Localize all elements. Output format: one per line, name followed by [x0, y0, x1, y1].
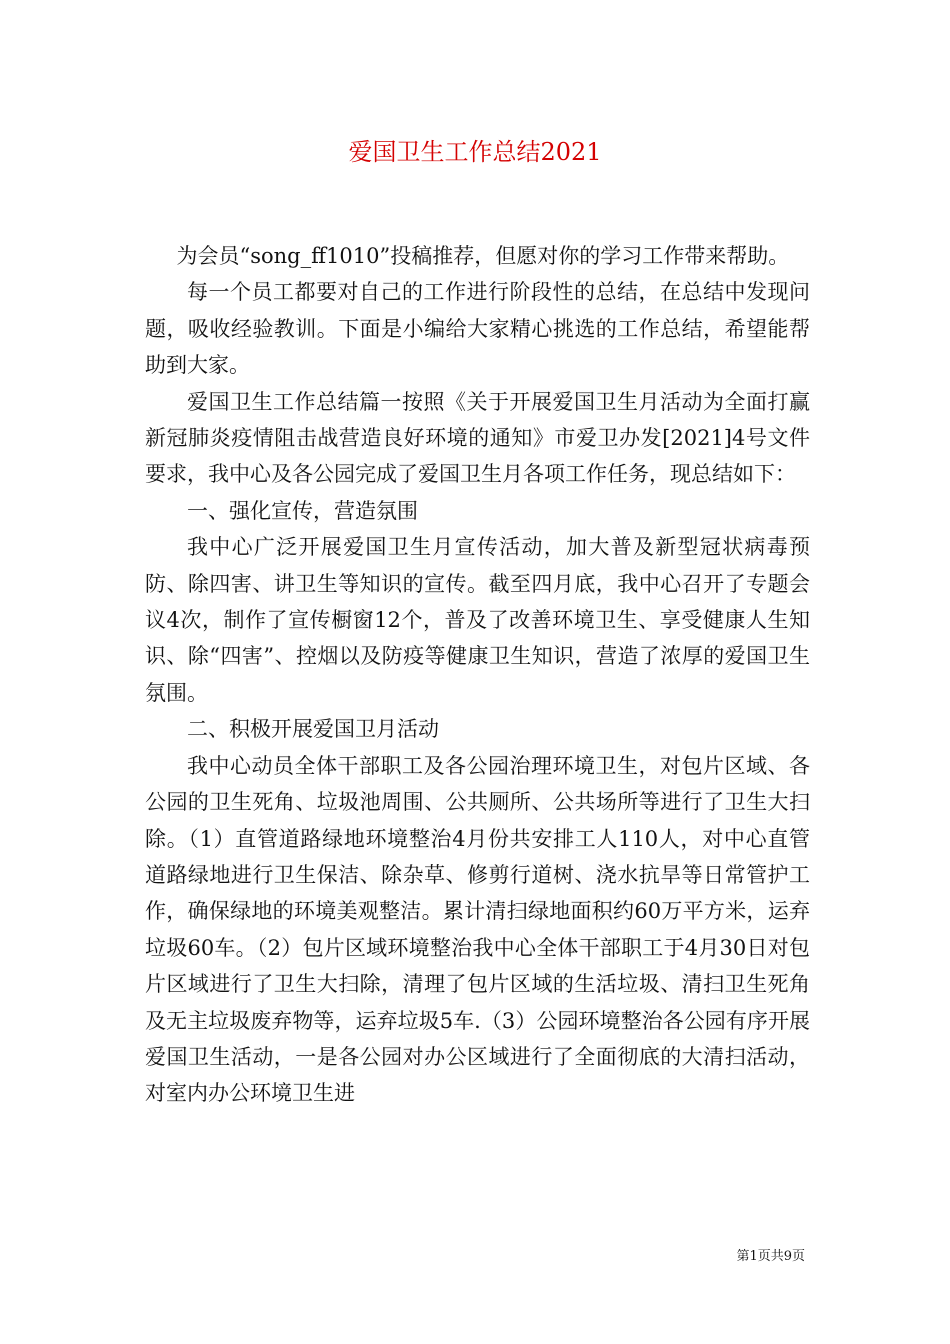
paragraph-intro: 为会员“song_ff1010”投稿推荐，但愿对你的学习工作带来帮助。 [176, 244, 790, 268]
paragraph-preface: 每一个员工都要对自己的工作进行阶段性的总结，在总结中发现问题，吸收经验教训。下面是小编给大家精心挑选的工作总结，希望能帮助到大家。 [145, 280, 810, 378]
paragraph-opening: 爱国卫生工作总结篇一按照《关于开展爱国卫生月活动为全面打赢新冠肺炎疫情阻击战营造良好环境的通知》市爱卫办发[2021]4号文件要求，我中心及各公园完成了爱国卫生月各项工作任务，现总结如下： [145, 389, 810, 487]
section-heading-1: 一、强化宣传，营造氛围 [187, 498, 418, 523]
document-title: 爱国卫生工作总结2021 [348, 138, 602, 166]
paragraph-section-2: 我中心动员全体干部职工及各公园治理环境卫生，对包片区域、各公园的卫生死角、垃圾池周围、公共厕所、公共场所等进行了卫生大扫除。（1）直管道路绿地环境整治4月份共安排工人110人，对中心直管道路绿地进行卫生保洁、除杂草、修剪行道树、浇水抗旱等日常管护工作，确保绿地的环境美观整洁。累计清扫绿地面积约60万平方米，运弃垃圾60车。（2）包片区域环境整治我中心全体干部职工于4月30日对包片区域进行了卫生大扫除，清理了包片区域的生活垃圾、清扫卫生死角及无主垃圾废弃物等，运弃垃圾5车.（3）公园环境整治各公园有序开展爱国卫生活动，一是各公园对办公区域进行了全面彻底的大清扫活动，对室内办公环境卫生进 [145, 753, 810, 1106]
document-body [145, 238, 810, 1112]
paragraph-section-1: 我中心广泛开展爱国卫生月宣传活动，加大普及新型冠状病毒预防、除四害、讲卫生等知识的宣传。截至四月底，我中心召开了专题会议4次，制作了宣传橱窗12个，普及了改善环境卫生、享受健康人生知识、除“四害”、控烟以及防疫等健康卫生知识，营造了浓厚的爱国卫生氛围。 [145, 535, 810, 705]
section-heading-2: 二、积极开展爱国卫月活动 [187, 717, 439, 742]
page-number-footer: 第1页共9页 [736, 1249, 805, 1264]
